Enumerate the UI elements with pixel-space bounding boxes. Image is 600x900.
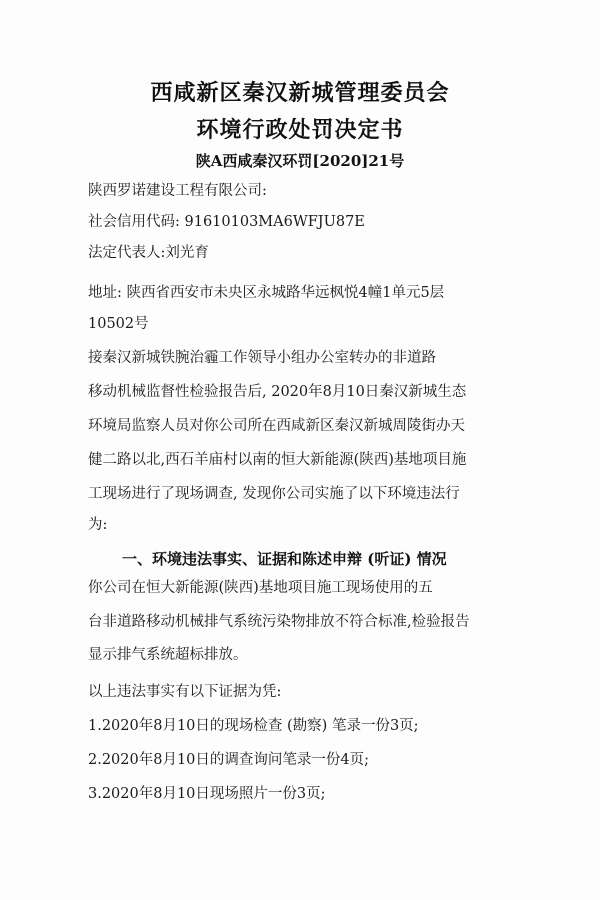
paragraph-line: 显示排气系统超标排放。 bbox=[88, 647, 248, 663]
evidence-item: 2.2020年8月10日的调查询问笔录一份4页; bbox=[88, 752, 370, 768]
document-title-type: 环境行政处罚决定书 bbox=[196, 118, 404, 143]
paragraph-line: 环境局监察人员对你公司所在西咸新区秦汉新城周陵街办天 bbox=[88, 418, 465, 434]
credit-code-line: 社会信用代码: 91610103MA6WFJU87E bbox=[88, 214, 365, 230]
document-title-issuer: 西咸新区秦汉新城管理委员会 bbox=[150, 81, 450, 106]
paragraph-line: 接秦汉新城铁腕治霾工作领导小组办公室转办的非道路 bbox=[88, 350, 436, 366]
paragraph-line: 你公司在恒大新能源(陕西)基地项目施工现场使用的五 bbox=[88, 580, 433, 596]
recipient-line: 陕西罗诺建设工程有限公司: bbox=[88, 183, 267, 199]
evidence-intro: 以上违法事实有以下证据为凭: bbox=[88, 684, 282, 700]
section-heading: 一、环境违法事实、证据和陈述申辩 (听证) 情况 bbox=[122, 550, 447, 568]
paragraph-line: 为: bbox=[88, 517, 108, 533]
legal-representative-line: 法定代表人:刘光育 bbox=[88, 245, 209, 261]
paragraph-line: 台非道路移动机械排气系统污染物排放不符合标准,检验报告 bbox=[88, 614, 470, 630]
document-number: 陕A西咸秦汉环罚[2020]21号 bbox=[195, 152, 405, 170]
paragraph-line: 健二路以北,西石羊庙村以南的恒大新能源(陕西)基地项目施 bbox=[88, 452, 467, 468]
paragraph-line: 工现场进行了现场调查, 发现你公司实施了以下环境违法行 bbox=[88, 486, 460, 502]
evidence-item: 1.2020年8月10日的现场检查 (勘察) 笔录一份3页; bbox=[88, 718, 419, 734]
address-line-continued: 10502号 bbox=[88, 316, 149, 332]
address-line: 地址: 陕西省西安市未央区永城路华远枫悦4幢1单元5层 bbox=[88, 285, 445, 301]
evidence-item: 3.2020年8月10日现场照片一份3页; bbox=[88, 786, 326, 802]
paragraph-line: 移动机械监督性检验报告后, 2020年8月10日秦汉新城生态 bbox=[88, 384, 467, 400]
